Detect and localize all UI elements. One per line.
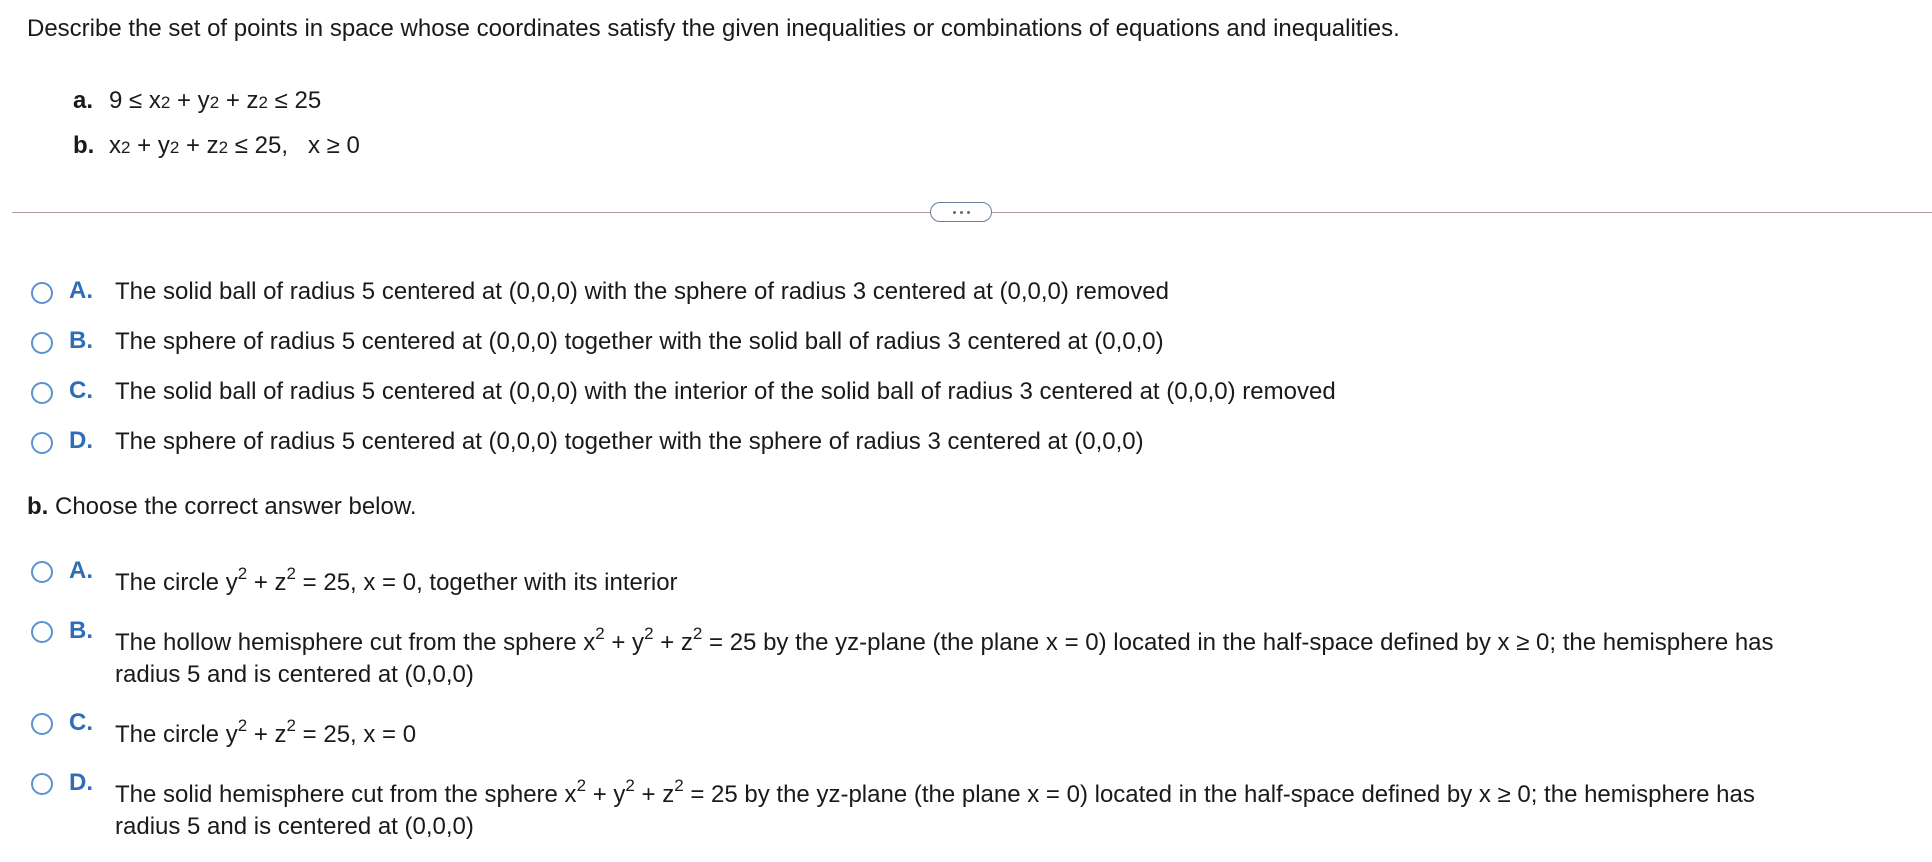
part-a-inequality: a. 9 ≤ x 2 + y 2 + z 2 ≤ 25: [73, 78, 360, 123]
radio-button[interactable]: [31, 773, 53, 795]
option-letter: D.: [69, 769, 93, 796]
option-text: The circle $y^2 + z^2 = 25$, x = 0, together with its interior: [115, 564, 678, 596]
math-text: + z: [179, 132, 219, 159]
part-b-heading: [27, 493, 417, 521]
radio-button[interactable]: [31, 561, 53, 583]
option-letter: B.: [69, 327, 93, 354]
radio-button[interactable]: [31, 332, 53, 354]
option-text: The hollow hemisphere cut from the sphere $x^2 + y^2 + z^2 = 25$ by the yz-plane (the plane x = 0) located in the half-space defined by x ≥ 0; the hemisphere has radius 5 and is centered at (0,0,0): [115, 624, 1774, 688]
option-text: The solid hemisphere cut from the sphere $x^2 + y^2 + z^2 = 25$ by the yz-plane (the plane x = 0) located in the half-space defined by x ≥ 0; the hemisphere has radius 5 and is centered at (0,0,0): [115, 776, 1755, 840]
math-text: + y: [130, 132, 170, 159]
radio-button[interactable]: [31, 282, 53, 304]
option-text: The circle $y^2 + z^2 = 25$, x = 0: [115, 716, 417, 748]
radio-button[interactable]: [31, 382, 53, 404]
part-letter: b.: [73, 132, 95, 159]
question-prompt: Describe the set of points in space whose coordinates satisfy the given inequalities or combinations of equations and inequalities.: [27, 15, 1400, 42]
option-letter: A.: [69, 277, 93, 304]
math-text: ≤ 25: [267, 87, 322, 114]
inequality-list: [73, 78, 360, 168]
part-letter: b.: [27, 493, 49, 520]
math-text: + z: [219, 87, 259, 114]
radio-button[interactable]: [31, 713, 53, 735]
radio-button[interactable]: [31, 621, 53, 643]
expand-button[interactable]: [930, 202, 992, 222]
radio-button[interactable]: [31, 432, 53, 454]
part-letter: a.: [73, 87, 94, 114]
math-text: ≤ 25, x ≥ 0: [228, 132, 360, 159]
option-letter: C.: [69, 709, 93, 736]
math-text: x: [109, 132, 121, 159]
option-letter: C.: [69, 377, 93, 404]
part-b-inequality: b. x 2 + y 2 + z 2 ≤ 25, x ≥ 0: [73, 123, 360, 168]
option-letter: A.: [69, 557, 93, 584]
option-text: The solid ball of radius 5 centered at (0,0,0) with the interior of the solid ball of radius 3 centered at (0,0,0) removed: [115, 378, 1336, 405]
option-text: The sphere of radius 5 centered at (0,0,0) together with the sphere of radius 3 centered at (0,0,0): [115, 428, 1144, 455]
option-text: The sphere of radius 5 centered at (0,0,0) together with the solid ball of radius 3 centered at (0,0,0): [115, 328, 1164, 355]
option-letter: D.: [69, 427, 93, 454]
math-text: 9 ≤ x: [109, 87, 161, 114]
math-text: + y: [170, 87, 210, 114]
heading-text: Choose the correct answer below.: [48, 493, 417, 520]
ellipsis-icon: [953, 211, 970, 214]
option-text: The solid ball of radius 5 centered at (0,0,0) with the sphere of radius 3 centered at (0,0,0) removed: [115, 278, 1169, 305]
option-letter: B.: [69, 617, 93, 644]
